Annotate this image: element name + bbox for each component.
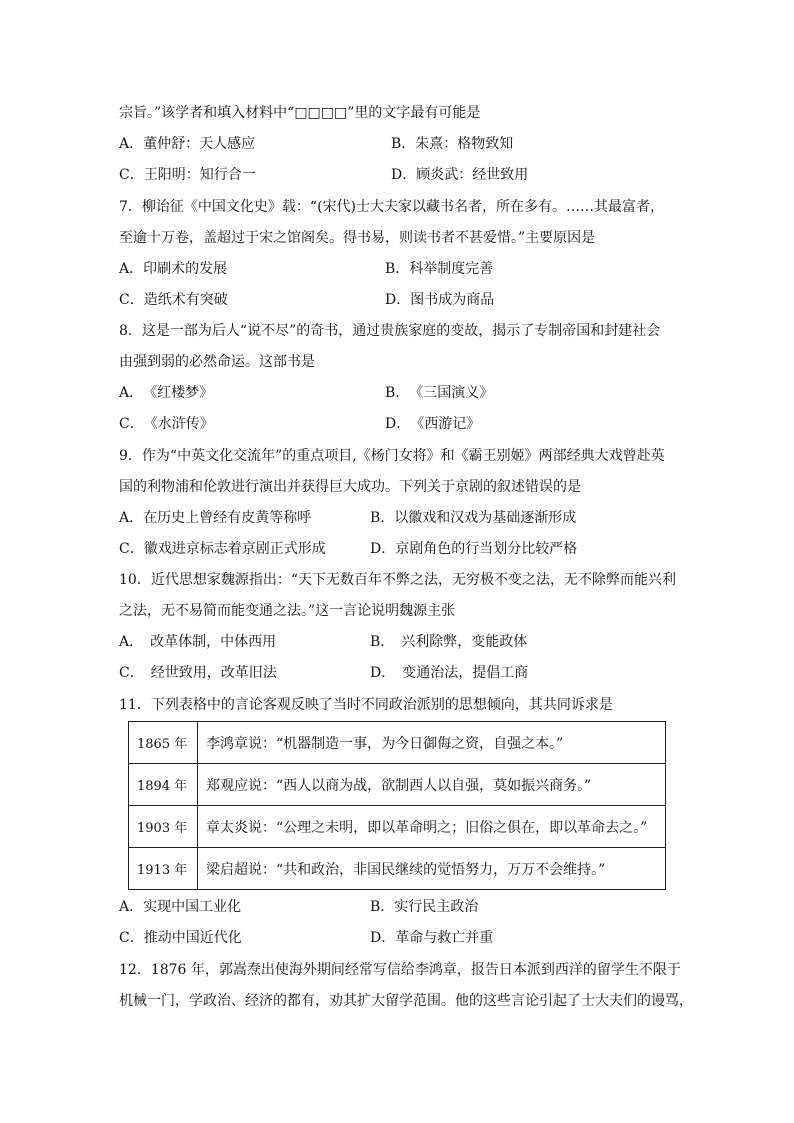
q8-option-a: A． 《红楼梦》 bbox=[119, 385, 214, 401]
q11-option-c: C．推动中国近代化 bbox=[119, 930, 242, 946]
question-12-stem-line2: 机械一门，学政治、经济的都有，劝其扩大留学范围。他的这些言论引起了士大夫们的谩骂， bbox=[119, 993, 693, 1009]
q6-option-d: D．顾炎武：经世致用 bbox=[391, 167, 529, 183]
q9-option-c: C．徽戏进京标志着京剧正式形成 bbox=[119, 541, 326, 557]
q9-option-b: B．以徽戏和汉戏为基础逐渐形成 bbox=[370, 510, 577, 526]
question-12-stem-line1: 12．1876 年，郭嵩焘出使海外期间经常写信给李鸿章，报告日本派到西洋的留学生不限于 bbox=[119, 962, 681, 978]
q6-option-a: A．董仲舒：天人感应 bbox=[119, 136, 256, 152]
q11-option-a: A．实现中国工业化 bbox=[119, 899, 242, 915]
question-7-stem-line2: 至逾十万卷，盖超过于宋之馆阁矣。得书易，则读书者不甚爱惜。”主要原因是 bbox=[119, 230, 596, 246]
q8-option-d: D． 《西游记》 bbox=[385, 416, 481, 432]
table-row bbox=[129, 848, 666, 890]
question-10-stem-line2: 之法，无不易简而能变通之法。”这一言论说明魏源主张 bbox=[119, 603, 456, 619]
table-cell-year: 1913 年 bbox=[129, 848, 198, 890]
q10-option-a: A． 改革体制，中体西用 bbox=[119, 634, 277, 650]
q8-option-c: C． 《水浒传》 bbox=[119, 416, 214, 432]
q8-option-b: B． 《三国演义》 bbox=[385, 385, 494, 401]
q9-option-d: D．京剧角色的行当划分比较严格 bbox=[370, 541, 578, 557]
q7-option-a: A．印刷术的发展 bbox=[119, 261, 228, 277]
table-cell-quote: 郑观应说：“西人以商为战，欲制西人以自强，莫如振兴商务。” bbox=[198, 764, 666, 806]
table-cell-quote: 李鸿章说：“机器制造一事，为今日御侮之资，自强之本。” bbox=[198, 722, 666, 764]
table-row bbox=[129, 764, 666, 806]
q6-option-c: C．王阳明：知行合一 bbox=[119, 167, 256, 183]
q10-option-b: B． 兴利除弊，变能政体 bbox=[370, 634, 528, 650]
q11-option-d: D．革命与救亡并重 bbox=[370, 930, 494, 946]
table-row bbox=[129, 722, 666, 764]
question-6-stem-end: 宗旨。”该学者和填入材料中“□□□□”里的文字最有可能是 bbox=[119, 105, 481, 121]
question-7-stem-line1: 7．柳诒征《中国文化史》载：“(宋代)士大夫家以藏书名者，所在多有。……其最富者， bbox=[119, 199, 664, 215]
question-8-stem-line2: 由强到弱的必然命运。这部书是 bbox=[119, 354, 315, 370]
question-9-stem-line2: 国的利物浦和伦敦进行演出并获得巨大成功。下列关于京剧的叙述错误的是 bbox=[119, 479, 581, 495]
q7-option-c: C．造纸术有突破 bbox=[119, 292, 228, 308]
q10-option-c: C． 经世致用，改革旧法 bbox=[119, 665, 277, 681]
q7-option-d: D．图书成为商品 bbox=[385, 292, 495, 308]
question-11-stem: 11．下列表格中的言论客观反映了当时不同政治派别的思想倾向，其共同诉求是 bbox=[119, 697, 613, 713]
q10-option-d: D． 变通治法，提倡工商 bbox=[370, 665, 529, 681]
table-cell-quote: 章太炎说：“公理之未明，即以革命明之；旧俗之俱在，即以革命去之。” bbox=[198, 806, 666, 848]
table-cell-year: 1894 年 bbox=[129, 764, 198, 806]
q9-option-a: A．在历史上曾经有皮黄等称呼 bbox=[119, 510, 312, 526]
q7-option-b: B．科举制度完善 bbox=[385, 261, 494, 277]
q6-option-b: B．朱熹：格物致知 bbox=[391, 136, 514, 152]
table-cell-quote: 梁启超说：“共和政治，非国民继续的觉悟努力，万万不会维持。” bbox=[198, 848, 666, 890]
q11-option-b: B．实行民主政治 bbox=[370, 899, 479, 915]
question-10-stem-line1: 10．近代思想家魏源指出：“天下无数百年不弊之法，无穷极不变之法，无不除弊而能兴利 bbox=[119, 572, 676, 588]
table-cell-year: 1903 年 bbox=[129, 806, 198, 848]
quotes-table bbox=[128, 721, 666, 890]
question-9-stem-line1: 9．作为“中英文化交流年”的重点项目,《杨门女将》和《霸王别姬》两部经典大戏曾赴英 bbox=[119, 448, 665, 464]
table-row bbox=[129, 806, 666, 848]
question-8-stem-line1: 8．这是一部为后人“说不尽”的奇书，通过贵族家庭的变故，揭示了专制帝国和封建社会 bbox=[119, 323, 661, 339]
table-cell-year: 1865 年 bbox=[129, 722, 198, 764]
